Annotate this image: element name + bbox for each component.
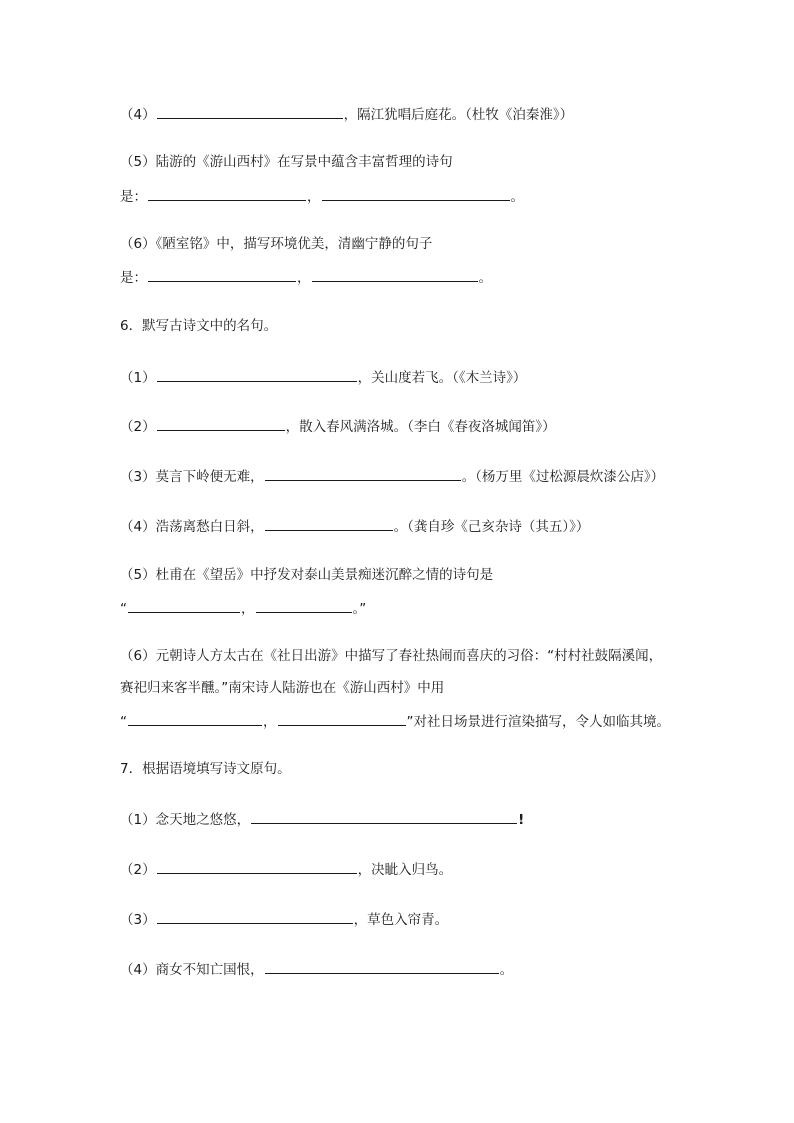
q6-1-line [120,366,526,388]
q6-3-text: 。（杨万里《过松源晨炊漆公店》） [461,469,665,485]
q6-4-answer-blank[interactable] [265,515,393,531]
q5-5-answer-blank-1[interactable] [148,185,306,201]
q7-2-number: （2） [120,862,156,878]
q6-4-prompt: （4）浩荡离愁白日斜， [120,519,264,535]
q6-5-prompt-text: （5）杜甫在《望岳》中抒发对泰山美景痴迷沉醉之情的诗句是 [120,567,494,583]
q5-4-number: （4） [120,107,156,123]
q6-6-answer-blank-1[interactable] [128,710,262,726]
q6-title: 6．默写古诗文中的名句。 [120,318,278,334]
q6-3-prompt: （3）莫言下岭便无难， [120,469,264,485]
q6-2-number: （2） [120,419,156,435]
q6-6-text: ”对社日场景进行渲染描写，令人如临其境。 [406,714,670,730]
q5-4-text: ，隔江犹唱后庭花。（杜牧《泊秦淮》） [343,107,574,123]
q6-1-number: （1） [120,370,156,386]
q5-6-lead: 是： [120,270,147,286]
q6-5-sep: ， [241,601,255,617]
q7-3-line [120,908,448,930]
q7-2-line [120,858,452,880]
q7-title: 7．根据语境填写诗文原句。 [120,761,291,777]
q6-4-text: 。（龚自珍《己亥杂诗（其五）》） [393,519,590,535]
q6-5-answer-blank-1[interactable] [128,597,240,613]
q5-6-prompt-text: （6）《陋室铭》中，描写环境优美，清幽宁静的句子 [120,236,433,252]
q6-4-line [120,515,589,537]
q7-1-text: ! [518,812,525,828]
q6-2-answer-blank[interactable] [157,415,285,431]
q7-4-line [120,958,513,980]
q5-6-prompt [120,234,432,254]
q6-5-answer-blank-2[interactable] [256,597,352,613]
q5-5-prompt [120,152,453,172]
q5-6-sep: ， [297,270,311,286]
q6-6-sep: ， [263,714,277,730]
q7-4-prompt: （4）商女不知亡国恨， [120,962,264,978]
q7-2-answer-blank[interactable] [157,858,357,874]
q7-3-number: （3） [120,912,156,928]
q6-6-prompt-1 [120,646,662,666]
q6-3-answer-blank[interactable] [265,465,461,481]
q5-5-answer-blank-2[interactable] [322,185,510,201]
q5-5-sep: ， [307,189,321,205]
q5-4-line [120,103,573,125]
q6-3-line [120,465,664,487]
q7-3-text: ，草色入帘青。 [353,912,449,928]
q6-6-prompt-text-2: 赛祀归来客半醺。”南宋诗人陆游也在《游山西村》中用 [120,680,445,696]
q5-4-answer-blank[interactable] [157,103,343,119]
q6-1-text: ，关山度若飞。（《木兰诗》） [357,370,527,386]
q5-5-lead: 是： [120,189,147,205]
q7-3-answer-blank[interactable] [157,908,353,924]
q5-6-answer-blank-1[interactable] [148,266,296,282]
q5-5-end: 。 [510,189,524,205]
q6-2-text: ，散入春风满洛城。（李白《春夜洛城闻笛》） [285,419,556,435]
q5-5-prompt-text: （5）陆游的《游山西村》在写景中蕴含丰富哲理的诗句 [120,154,453,170]
q5-6-answer-line [120,266,492,288]
q7-1-line [120,808,524,830]
q7-2-text: ，决眦入归鸟。 [357,862,453,878]
q6-5-end: 。” [352,601,367,617]
q6-5-answer-line [120,597,366,619]
q6-5-prompt [120,565,493,585]
q6-2-line [120,415,556,437]
q6-6-prompt-2 [120,678,444,698]
q6-6-open-quote: “ [120,714,127,730]
q6-6-answer-line [120,710,670,732]
q7-1-answer-blank[interactable] [251,808,517,824]
q7-4-answer-blank[interactable] [265,958,499,974]
q6-6-answer-blank-2[interactable] [278,710,406,726]
q7-4-text: 。 [499,962,514,978]
q6-1-answer-blank[interactable] [157,366,357,382]
q7-1-prompt: （1）念天地之悠悠， [120,812,251,828]
q5-5-answer-line [120,185,524,207]
q6-6-prompt-text-1: （6）元朝诗人方太古在《社日出游》中描写了春社热闹而喜庆的习俗：“村村社鼓隔溪闻， [120,648,663,664]
q5-6-answer-blank-2[interactable] [312,266,478,282]
q5-6-end: 。 [478,270,492,286]
q6-5-open-quote: “ [120,601,127,617]
